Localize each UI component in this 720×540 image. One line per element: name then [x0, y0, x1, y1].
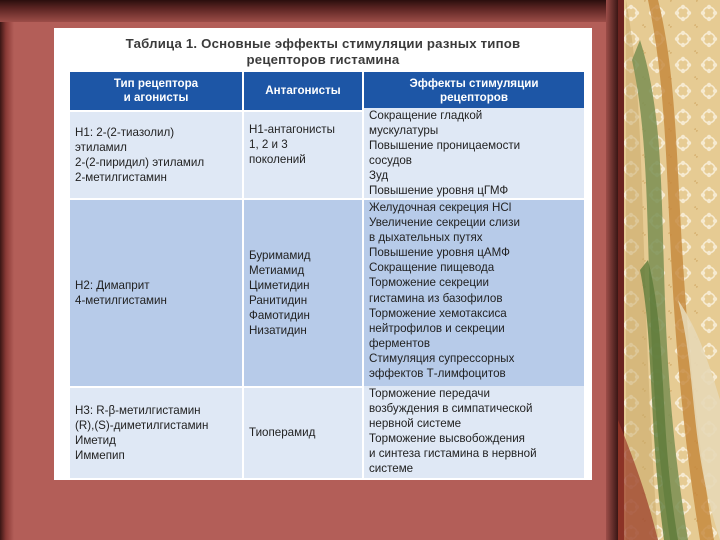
cell-text-line: H1: 2-(2-тиазолил) [75, 125, 175, 139]
cell-text-line: Сокращение пищевода [369, 261, 495, 275]
table-row-h2-receptor [70, 200, 242, 386]
title-line-2: рецепторов гистамина [246, 52, 400, 67]
table-row-h3-effects [364, 386, 584, 478]
table-row-h1-effects [364, 108, 584, 198]
cell-text-line: Увеличение секреции слизи [369, 216, 520, 230]
cell-text-line: 2-(2-пиридил) этиламил [75, 156, 205, 169]
cell-text-line: Буримамид [249, 248, 311, 262]
cell-text-line: Стимуляция супрессорных [369, 351, 515, 365]
cell-text-line: мускулатуры [369, 124, 439, 138]
cell-text-line: и агонисты [123, 91, 189, 104]
cell-text-line: в дыхательных путях [369, 231, 483, 245]
table-row-h1-antagonists [244, 112, 362, 198]
cell-text-line: сосудов [369, 154, 412, 168]
cell-text-line: нервной системе [369, 417, 462, 431]
cell-text-line: этиламил [75, 140, 127, 154]
cell-text-line: Циметидин [249, 278, 310, 292]
cell-text-line: Торможение хемотаксиса [369, 306, 507, 320]
cell-text-line: Торможение передачи [369, 387, 490, 400]
cell-text-line: системе [369, 462, 414, 476]
cell-text-line: (R),(S)-диметилгистамин [75, 418, 209, 432]
cell-text-line: ферментов [369, 336, 431, 350]
header-antagonists [244, 72, 362, 110]
table-title [54, 36, 592, 68]
cell-text-line: Фамотидин [249, 309, 310, 323]
cell-text-line: 2-метилгистамин [75, 171, 167, 185]
table-row-h1-receptor [70, 112, 242, 198]
document-card [54, 28, 592, 480]
decorative-pattern [618, 0, 720, 540]
cell-text-line: возбуждения в симпатической [369, 402, 533, 416]
title-line-1: Таблица 1. Основные эффекты стимуляции разных типов [125, 36, 521, 51]
header-receptor-type [70, 72, 242, 110]
cell-text-line: 1, 2 и 3 [249, 138, 288, 152]
cell-text-line: Тип рецептора [113, 77, 199, 90]
table-row-h2-effects [364, 200, 584, 386]
cell-text-line: и синтеза гистамина в нервной [369, 447, 537, 461]
cell-text-line: Антагонисты [265, 84, 341, 97]
cell-text-line: Метиамид [249, 263, 305, 277]
table-row-h3-antagonists [244, 388, 362, 478]
cell-text-line: поколений [249, 153, 306, 167]
cell-text-line: Ранитидин [249, 294, 308, 307]
cell-text-line: гистамина из базофилов [369, 291, 503, 305]
cell-text-line: Повышение уровня цАМФ [369, 246, 510, 260]
cell-text-line: эффектов Т-лимфоцитов [369, 367, 506, 381]
cell-text-line: Повышение уровня цГМФ [369, 184, 509, 198]
cell-text-line: Иметид [75, 434, 116, 447]
decorative-side-panel [618, 0, 720, 540]
cell-text-line: H2: Димаприт [75, 278, 150, 292]
cell-text-line: H1-антагонисты [249, 123, 335, 136]
cell-text-line: H3: R-β-метилгистамин [75, 403, 201, 417]
slide-top-border [0, 0, 618, 22]
header-effects [364, 72, 584, 110]
cell-text-line: 4-метилгистамин [75, 294, 167, 307]
cell-text-line: Повышение проницаемости [369, 139, 521, 153]
cell-text-line: Иммепип [75, 449, 125, 463]
cell-text-line: Торможение высвобождения [369, 432, 525, 446]
cell-text-line: Желудочная секреция HCl [369, 201, 512, 214]
cell-text-line: Низатидин [249, 324, 307, 338]
table-row-h3-receptor [70, 388, 242, 478]
cell-text-line: рецепторов [439, 91, 508, 104]
table-row-h2-antagonists [244, 200, 362, 386]
cell-text-line: Сокращение гладкой [369, 109, 483, 122]
cell-text-line: Зуд [369, 169, 389, 183]
cell-text-line: Тиоперамид [249, 426, 316, 440]
cell-text-line: нейтрофилов и секреции [369, 321, 505, 335]
cell-text-line: Эффекты стимуляции [409, 77, 539, 90]
cell-text-line: Торможение секреции [369, 276, 489, 290]
